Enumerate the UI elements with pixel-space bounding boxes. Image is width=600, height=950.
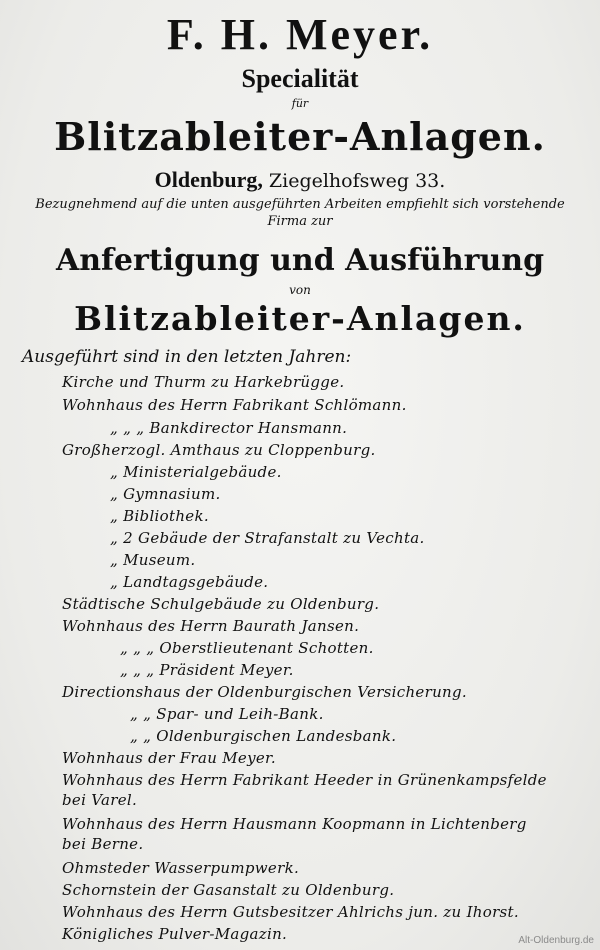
list-item: Directionshaus der Oldenburgischen Versicherung. [62,683,467,701]
street-address: Ziegelhofsweg 33. [268,170,446,192]
von-label: von [289,283,311,297]
list-item: „ „ Oldenburgischen Landesbank. [130,727,397,745]
list-item: Ohmsteder Wasserpumpwerk. [62,859,300,877]
list-item: „ „ „ Bankdirector Hansmann. [110,419,348,437]
intro-text: Bezugnehmend auf die unten ausgeführten Arbeiten empfiehlt sich vorstehende Firma zur [35,197,565,229]
works-heading: Ausgeführt sind in den letzten Jahren: [22,347,352,367]
list-item: Großherzogl. Amthaus zu Cloppenburg. [62,441,376,459]
list-item: „ Museum. [110,551,196,569]
list-item: „ „ „ Präsident Meyer. [120,661,294,679]
list-item: „ „ „ Oberstlieutenant Schotten. [120,639,374,657]
specialty-label: Specialität [241,64,359,93]
list-item: Wohnhaus des Herrn Hausmann Koopmann in Lichtenberg [62,815,527,833]
list-item: Wohnhaus des Herrn Fabrikant Heeder in Grünenkampsfelde [62,771,547,789]
list-item: „ „ Spar- und Leih-Bank. [130,705,324,723]
list-item: Wohnhaus des Herrn Gutsbesitzer Ahlrichs jun. zu Ihorst. [62,903,519,921]
list-item: „ Gymnasium. [110,485,221,503]
address-line [0,168,600,193]
list-item: Wohnhaus des Herrn Baurath Jansen. [62,617,360,635]
subject-title: Blitzableiter-Anlagen. [74,299,526,338]
list-item: Kirche und Thurm zu Harkebrügge. [62,373,345,391]
list-item: bei Varel. [62,791,138,809]
firm-name: F. H. Meyer. [166,10,434,59]
fuer-label: für [291,97,309,110]
list-item: „ 2 Gebäude der Strafanstalt zu Vechta. [110,529,425,547]
list-item: Wohnhaus der Frau Meyer. [62,749,276,767]
list-item: Wohnhaus des Herrn Fabrikant Schlömann. [62,396,407,414]
list-item: Königliches Pulver-Magazin. [62,925,288,943]
list-item: Schornstein der Gasanstalt zu Oldenburg. [62,881,395,899]
source-watermark: Alt-Oldenburg.de [518,935,594,946]
service-heading: Anfertigung und Ausführung [55,243,545,278]
list-item: „ Ministerialgebäude. [110,463,282,481]
list-item: „ Bibliothek. [110,507,209,525]
list-item: bei Berne. [62,835,144,853]
list-item: „ Landtagsgebäude. [110,573,269,591]
main-title: Blitzableiter-Anlagen. [54,114,546,159]
list-item: Städtische Schulgebäude zu Oldenburg. [62,595,380,613]
city-name: Oldenburg, [154,167,263,192]
